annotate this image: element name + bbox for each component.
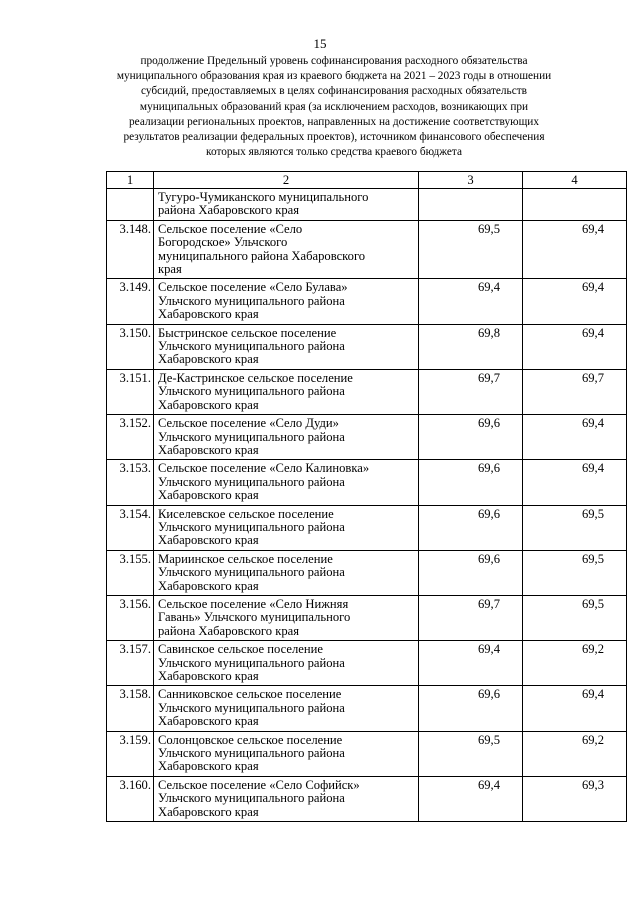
name-line: Ульчского муниципального района <box>158 293 345 308</box>
value-cell-col4: 69,2 <box>523 731 627 776</box>
name-line: Ульчского муниципального района <box>158 474 345 489</box>
row-number-cell <box>107 189 154 221</box>
table-row <box>107 595 627 640</box>
value-cell-col4: 69,4 <box>523 686 627 731</box>
name-line: района Хабаровского края <box>158 623 300 638</box>
name-line: края <box>158 262 182 277</box>
caption-line: продолжение Предельный уровень софинансирования расходного обязательства <box>140 55 528 67</box>
value-cell-col3: 69,6 <box>419 550 523 595</box>
name-line: Хабаровского края <box>158 307 259 322</box>
name-line: Ульчского муниципального района <box>158 655 345 670</box>
name-line: Сельское поселение «Село Булава» <box>158 280 348 295</box>
municipality-name-cell <box>154 641 419 686</box>
table-caption <box>100 54 568 160</box>
table-row <box>107 505 627 550</box>
row-number-cell: 3.151. <box>107 369 154 414</box>
name-line: Сельское поселение «Село <box>158 221 303 236</box>
name-line: Ульчского муниципального района <box>158 700 345 715</box>
value-cell-col3: 69,6 <box>419 460 523 505</box>
row-number-cell: 3.153. <box>107 460 154 505</box>
name-line: Хабаровского края <box>158 804 259 819</box>
value-cell-col4: 69,4 <box>523 415 627 460</box>
value-cell-col4: 69,2 <box>523 641 627 686</box>
table-row <box>107 776 627 821</box>
column-header: 1 <box>107 172 154 189</box>
value-cell-col4 <box>523 189 627 221</box>
caption-line: реализации региональных проектов, направленных на достижение соответствующих <box>129 115 539 128</box>
row-number-cell: 3.159. <box>107 731 154 776</box>
name-line: Хабаровского края <box>158 488 259 503</box>
municipality-name-cell <box>154 415 419 460</box>
name-line: Хабаровского края <box>158 669 259 683</box>
name-line: Гавань» Ульчского муниципального <box>158 610 351 625</box>
caption-line: муниципальных образований края (за исключением расходов, возникающих при <box>139 100 529 113</box>
table-row <box>107 220 627 279</box>
municipality-name-cell <box>154 505 419 550</box>
subsidy-table <box>106 171 627 822</box>
column-header: 4 <box>523 172 627 189</box>
municipality-name-cell <box>154 460 419 505</box>
row-number-cell: 3.148. <box>107 220 154 279</box>
value-cell-col4: 69,5 <box>523 550 627 595</box>
table-row <box>107 279 627 324</box>
municipality-name-cell <box>154 686 419 731</box>
name-line: Ульчского муниципального района <box>158 384 345 399</box>
municipality-name-cell <box>154 550 419 595</box>
value-cell-col3: 69,6 <box>419 415 523 460</box>
value-cell-col3: 69,7 <box>419 595 523 640</box>
table-row <box>107 686 627 731</box>
value-cell-col3 <box>419 189 523 221</box>
name-line: Киселевское сельское поселение <box>158 506 334 521</box>
name-line: Хабаровского края <box>158 442 259 457</box>
municipality-name-cell <box>154 369 419 414</box>
name-line: Савинское сельское поселение <box>158 642 323 657</box>
value-cell-col3: 69,4 <box>419 641 523 686</box>
row-number-cell: 3.149. <box>107 279 154 324</box>
row-number-cell: 3.158. <box>107 686 154 731</box>
table-row <box>107 415 627 460</box>
name-line: Хабаровского края <box>158 578 259 593</box>
row-number-cell: 3.150. <box>107 324 154 369</box>
municipality-name-cell <box>154 324 419 369</box>
column-header: 3 <box>419 172 523 189</box>
caption-line: результатов реализации федеральных проектов), источником финансового обеспечения <box>123 131 545 144</box>
value-cell-col3: 69,6 <box>419 505 523 550</box>
table-header-row <box>107 172 627 189</box>
value-cell-col3: 69,5 <box>419 731 523 776</box>
row-number-cell: 3.157. <box>107 641 154 686</box>
page-number: 15 <box>313 36 327 51</box>
name-line: Сельское поселение «Село Калиновка» <box>158 461 370 476</box>
name-line: Хабаровского края <box>158 352 259 367</box>
caption-line: муниципального образования края из краевого бюджета на 2021 – 2023 годы в отношении <box>116 70 552 83</box>
name-line: Солонцовское сельское поселение <box>158 732 343 747</box>
name-line: Де-Кастринское сельское поселение <box>158 370 353 385</box>
municipality-name-cell <box>154 220 419 279</box>
name-line: Сельское поселение «Село Нижняя <box>158 596 349 611</box>
table-row <box>107 460 627 505</box>
municipality-name-cell <box>154 595 419 640</box>
value-cell-col3: 69,4 <box>419 279 523 324</box>
name-line: Ульчского муниципального района <box>158 429 345 444</box>
name-line: Хабаровского края <box>158 759 259 774</box>
table-row-continuation <box>107 189 627 221</box>
name-line: Быстринское сельское поселение <box>158 325 337 340</box>
name-line: Тугуро-Чумиканского муниципального <box>158 190 369 204</box>
column-header: 2 <box>154 172 419 189</box>
name-line: Сельское поселение «Село Дуди» <box>158 416 339 431</box>
name-line: Ульчского муниципального района <box>158 565 345 580</box>
table-row <box>107 369 627 414</box>
value-cell-col4: 69,5 <box>523 595 627 640</box>
name-line: Хабаровского края <box>158 397 259 412</box>
value-cell-col4: 69,3 <box>523 776 627 821</box>
value-cell-col3: 69,5 <box>419 220 523 279</box>
value-cell-col4: 69,4 <box>523 220 627 279</box>
table-row <box>107 550 627 595</box>
name-line: Сельское поселение «Село Софийск» <box>158 777 360 792</box>
name-line: Ульчского муниципального района <box>158 746 345 761</box>
municipality-name-cell <box>154 731 419 776</box>
caption-line: которых являются только средства краевого бюджета <box>206 146 462 159</box>
name-line: Ульчского муниципального района <box>158 339 345 354</box>
municipality-name-cell <box>154 189 419 221</box>
value-cell-col4: 69,5 <box>523 505 627 550</box>
row-number-cell: 3.160. <box>107 776 154 821</box>
municipality-name-cell <box>154 776 419 821</box>
row-number-cell: 3.154. <box>107 505 154 550</box>
name-line: муниципального района Хабаровского <box>158 248 366 263</box>
value-cell-col3: 69,8 <box>419 324 523 369</box>
value-cell-col4: 69,4 <box>523 279 627 324</box>
value-cell-col4: 69,4 <box>523 324 627 369</box>
row-number-cell: 3.155. <box>107 550 154 595</box>
table-body <box>107 172 627 822</box>
value-cell-col3: 69,7 <box>419 369 523 414</box>
row-number-cell: 3.152. <box>107 415 154 460</box>
table-row <box>107 324 627 369</box>
name-line: Богородское» Ульчского <box>158 235 288 250</box>
name-line: Ульчского муниципального района <box>158 519 345 534</box>
value-cell-col4: 69,7 <box>523 369 627 414</box>
value-cell-col3: 69,4 <box>419 776 523 821</box>
municipality-name-cell <box>154 279 419 324</box>
value-cell-col4: 69,4 <box>523 460 627 505</box>
name-line: Мариинское сельское поселение <box>158 551 333 566</box>
name-line: Хабаровского края <box>158 714 259 729</box>
value-cell-col3: 69,6 <box>419 686 523 731</box>
table-row <box>107 641 627 686</box>
row-number-cell: 3.156. <box>107 595 154 640</box>
name-line: Санниковское сельское поселение <box>158 687 342 702</box>
name-line: Ульчского муниципального района <box>158 791 345 806</box>
name-line: района Хабаровского края <box>158 203 300 218</box>
table-row <box>107 731 627 776</box>
caption-line: субсидий, предоставляемых в целях софинансирования расходных обязательств <box>140 85 527 98</box>
name-line: Хабаровского края <box>158 533 259 548</box>
